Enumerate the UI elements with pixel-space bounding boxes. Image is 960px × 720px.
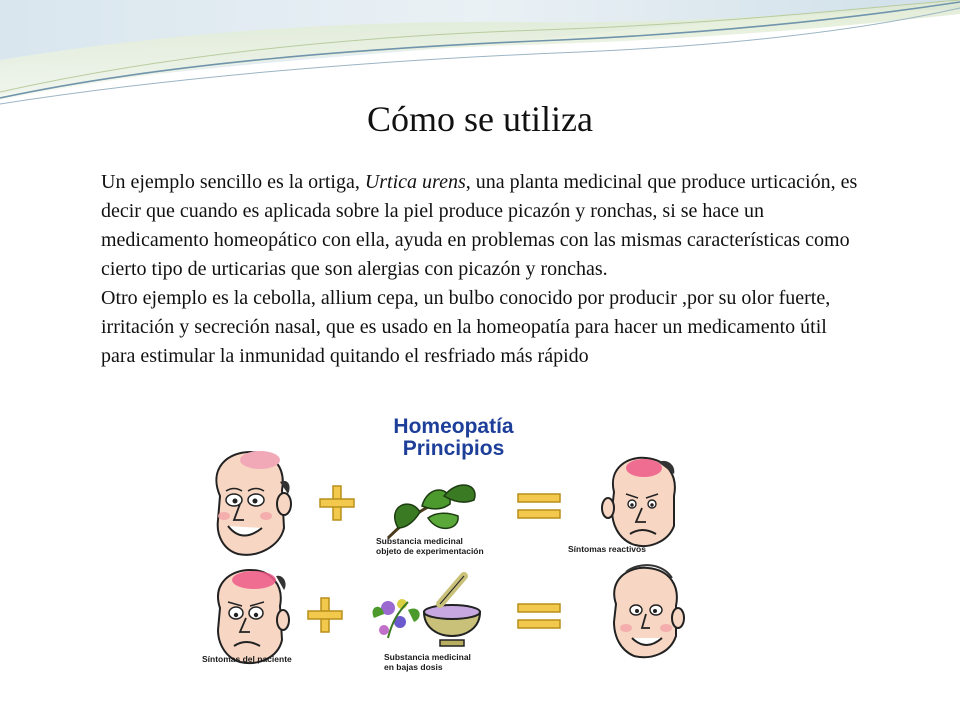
body-text [101,168,861,371]
species-name: Urtica urens [364,171,466,193]
top-wave-decoration [0,0,960,110]
caption-bottom-left: Síntomas del paciente [202,654,292,664]
equals-sign-icon [518,604,560,628]
equals-sign-icon [518,494,560,518]
paragraph-ortiga-end: , una planta medicinal que produce urticación, es decir que cuando es aplicada sobre la piel produce picazón y ronchas, si se hace un medicamento homeopático con ella, ayuda en problemas con las mismas características como cierto tipo de urticarias que son alergias con picazón y ronchas. [101,171,858,280]
mortar-and-pestle-icon [424,576,480,646]
sick-face-icon [602,458,675,546]
paragraph-ortiga [101,168,861,284]
homeopathy-principles-figure [188,408,719,690]
smiling-face-icon [216,451,291,555]
plus-sign-icon [320,486,354,520]
paragraph-ortiga-start: Un ejemplo sencillo es la ortiga, [101,171,365,193]
caption-top-middle-line1: Substancia medicinal [376,536,463,546]
flowers-icon [373,599,420,638]
sad-patient-face-icon [218,570,289,663]
caption-top-middle [376,536,484,556]
figure-title-line1: Homeopatía [393,415,514,438]
plant-branch-icon [388,485,475,538]
caption-top-right: Síntomas reactivos [568,544,646,554]
slide-title: Cómo se utiliza [367,99,593,139]
paragraph-cebolla: Otro ejemplo es la cebolla, allium cepa, un bulbo conocido por producir ,por su olor fuerte, irritación y secreción nasal, que es usado en la homeopatía para hacer un medicamento útil para estimular la inmunidad quitando el resfriado más rápido [101,287,831,367]
caption-bottom-middle-line2: en bajas dosis [384,662,443,672]
healthy-face-icon [614,565,684,657]
figure-title-line2: Principios [402,437,505,460]
caption-bottom-middle-line1: Substancia medicinal [384,652,471,662]
plus-sign-icon [308,598,342,632]
caption-bottom-middle [384,652,471,672]
caption-top-middle-line2: objeto de experimentación [376,546,484,556]
